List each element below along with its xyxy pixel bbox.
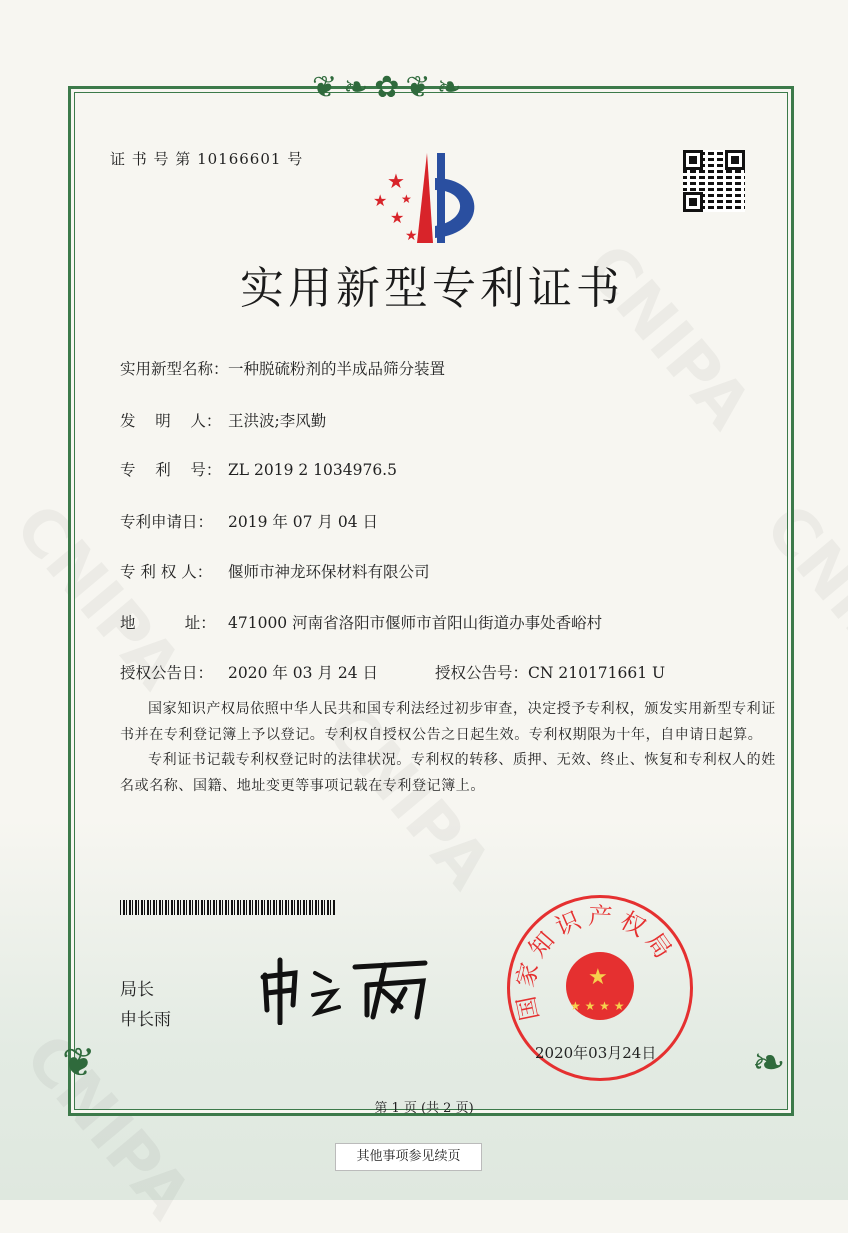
field-label: 专利申请日： xyxy=(120,513,214,531)
field-label: 专 利 权 人： xyxy=(120,563,213,581)
field-row xyxy=(120,357,445,379)
qr-code xyxy=(683,150,745,212)
field-row xyxy=(120,611,602,633)
field-value: ZL 2019 2 1034976.5 xyxy=(228,461,397,479)
field-row xyxy=(120,458,397,480)
field-value: 2019 年 07 月 04 日 xyxy=(228,513,379,531)
field-label: 授权公告日： xyxy=(120,664,214,682)
field-row xyxy=(120,560,430,582)
field-value: 471000 河南省洛阳市偃师市首阳山街道办事处香峪村 xyxy=(228,614,603,632)
svg-text:★: ★ xyxy=(405,228,418,244)
cnipa-logo xyxy=(365,148,490,248)
field-label: 发 明 人： xyxy=(120,412,222,430)
field-value: 一种脱硫粉剂的半成品筛分装置 xyxy=(228,360,446,378)
corner-ornament: ❦ xyxy=(62,1040,96,1086)
field-label: 专 利 号： xyxy=(120,461,222,479)
certificate-number: 证 书 号 第 10166601 号 xyxy=(110,150,304,168)
field-row xyxy=(120,661,378,683)
page-title: 实用新型专利证书 xyxy=(240,263,624,314)
signature xyxy=(255,955,440,1025)
svg-text:★: ★ xyxy=(390,208,405,227)
svg-text:★: ★ xyxy=(588,965,608,990)
signatory-name: 申长雨 xyxy=(120,1010,171,1030)
field-label: 授权公告号： xyxy=(435,664,529,682)
field-value: 偃师市神龙环保材料有限公司 xyxy=(228,563,430,581)
field-label: 地 址： xyxy=(120,614,216,632)
svg-text:★: ★ xyxy=(373,191,388,210)
seal-date: 2020年03月24日 xyxy=(535,1044,657,1062)
seal-text: 国家知识产权局 xyxy=(510,901,681,1023)
corner-ornament: ❧ xyxy=(752,1040,786,1086)
certificate-statement xyxy=(120,697,780,799)
svg-text:★: ★ xyxy=(387,169,405,193)
field-row xyxy=(120,409,326,431)
continued-note: 其他事项参见续页 xyxy=(335,1143,482,1171)
field-value: 王洪波;李风勤 xyxy=(228,412,327,430)
field-row xyxy=(120,510,378,532)
signatory-title: 局长 xyxy=(120,980,154,1000)
barcode xyxy=(120,900,335,915)
page-info: 第 1 页 (共 2 页) xyxy=(374,1101,474,1116)
svg-text:★ ★ ★ ★: ★ ★ ★ ★ xyxy=(570,999,625,1013)
field-value: CN 210171661 U xyxy=(528,664,666,682)
field-value: 2020 年 03 月 24 日 xyxy=(228,664,379,682)
statement-paragraph: 专利证书记载专利权登记时的法律状况。专利权的转移、质押、无效、终止、恢复和专利权人的姓名或名称、国籍、地址变更等事项记载在专利登记簿上。 xyxy=(120,752,776,794)
statement-paragraph: 国家知识产权局依照中华人民共和国专利法经过初步审查，决定授予专利权，颁发实用新型专利证书并在专利登记簿上予以登记。专利权自授权公告之日起生效。专利权期限为十年，自申请日起算。 xyxy=(120,701,776,743)
top-ornament: ❦❧✿❦❧ xyxy=(312,70,468,105)
svg-text:★: ★ xyxy=(401,192,412,206)
announcement-number-row xyxy=(435,661,665,683)
field-label: 实用新型名称： xyxy=(120,360,229,378)
